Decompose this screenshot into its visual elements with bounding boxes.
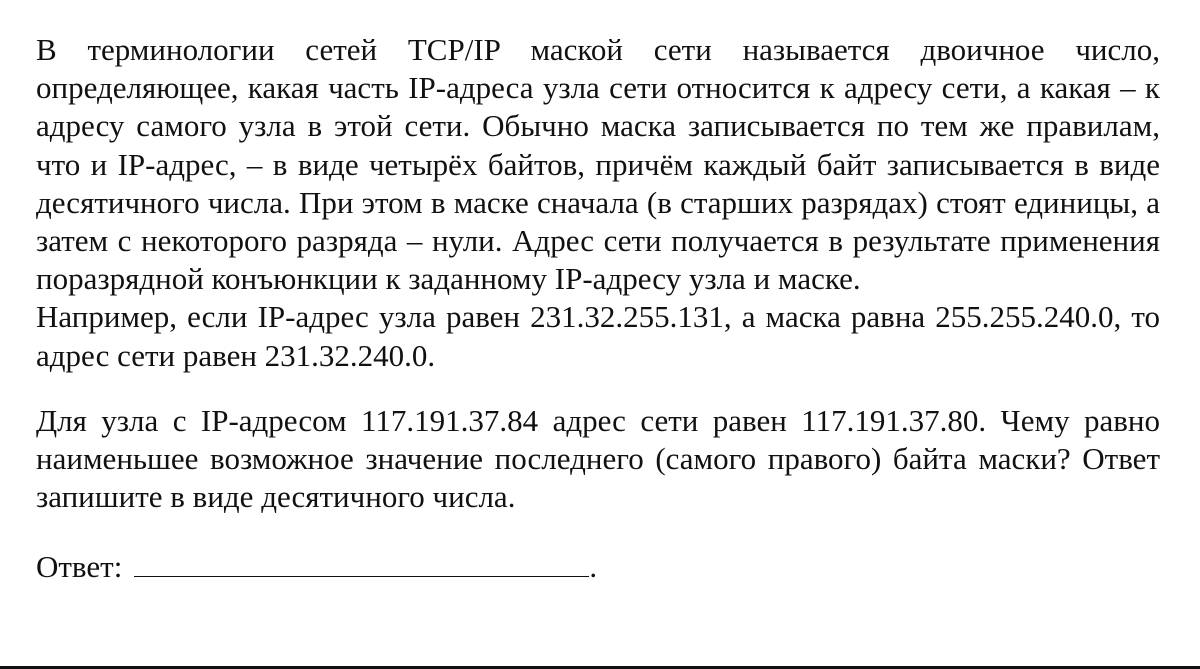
answer-label: Ответ: <box>36 549 123 585</box>
answer-end-period: . <box>589 549 598 585</box>
task-question-paragraph: Для узла с IP-адресом 117.191.37.84 адрес сети равен 117.191.37.80. Чему равно наименьшее возможное значение последнего (самого правого) байта маски? Ответ запишите в виде десятичного числа. <box>36 402 1160 515</box>
paragraph-gap <box>36 375 1160 402</box>
task-example-paragraph: Например, если IP-адрес узла равен 231.32.255.131, а маска равна 255.255.240.0, то адрес сети равен 231.32.240.0. <box>36 299 1160 373</box>
task-intro-paragraph: В терминологии сетей TCP/IP маской сети называется двоичное число, определяющее, какая часть IP-адреса узла сети относится к адресу сети, а какая – к адресу самого узла в этой сети. Обычно маска записывается по тем же правилам, что и IP-адрес, – в виде четырёх байтов, причём каждый байт записывается в виде десятичного числа. При этом в маске сначала (в старших разрядах) стоят единицы, а затем с некоторого разряда – нули. Адрес сети получается в результате применения поразрядной конъюнкции к заданному IP-адресу узла и маске. <box>36 32 1160 297</box>
task-document <box>36 31 1160 587</box>
answer-row <box>36 548 1160 586</box>
answer-blank-line[interactable] <box>134 550 589 577</box>
